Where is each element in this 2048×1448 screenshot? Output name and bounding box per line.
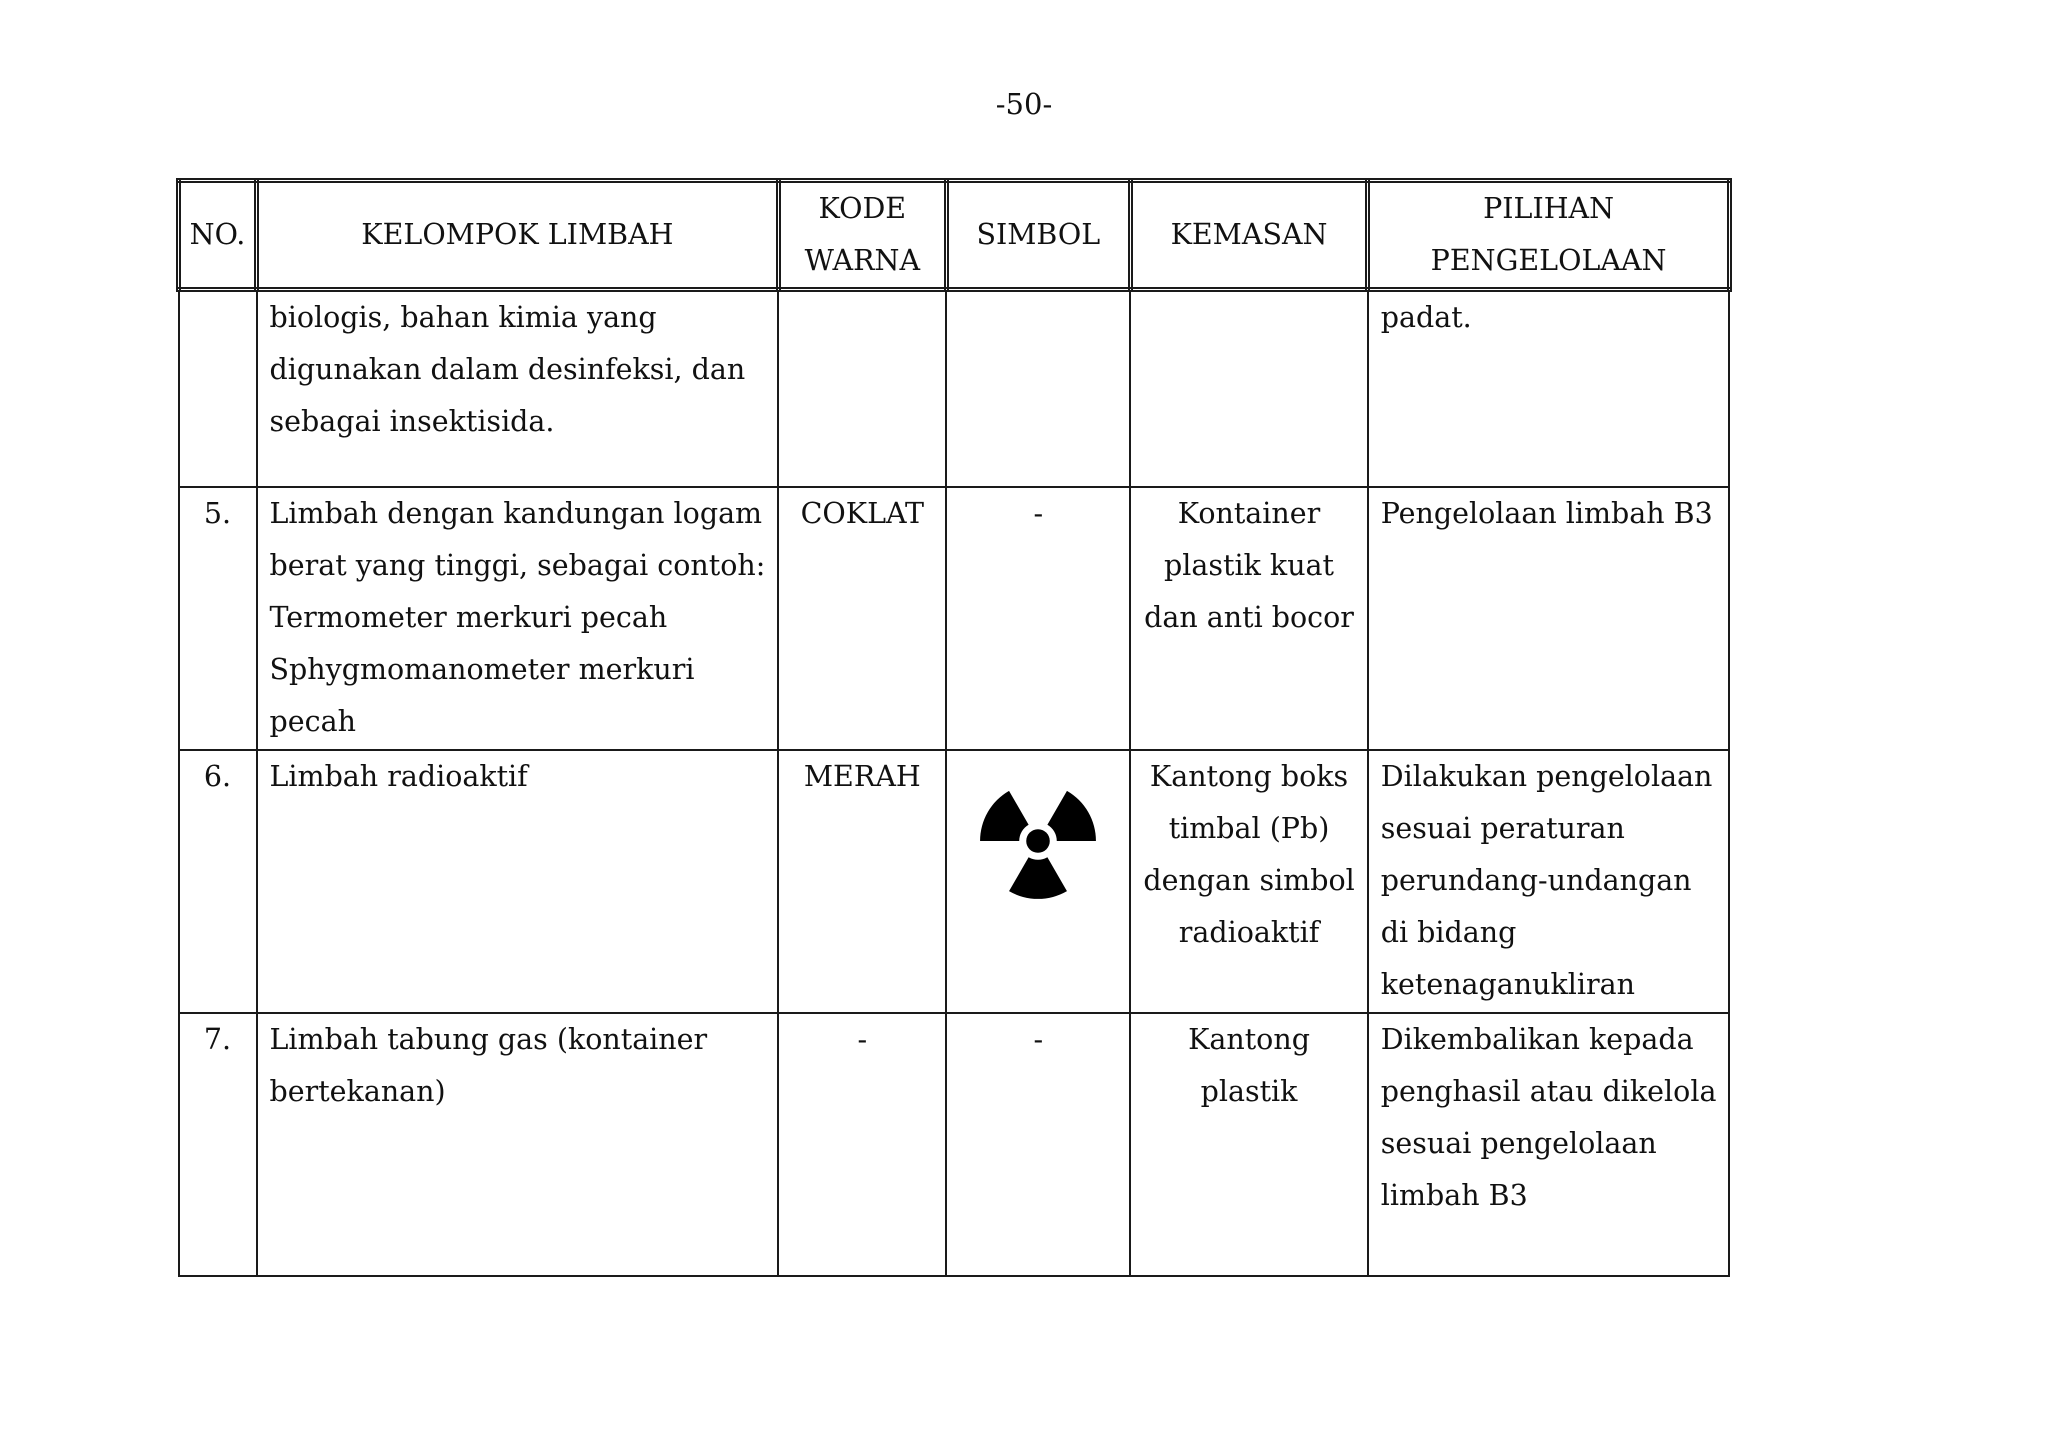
text-line: pecah: [269, 705, 356, 738]
text-line: radioaktif: [1178, 916, 1320, 949]
radiation-trefoil-icon: [976, 779, 1100, 903]
text-line: Dilakukan pengelolaan: [1380, 760, 1713, 793]
text-line: biologis, bahan kimia yang: [269, 301, 657, 334]
cell-color-code: COKLAT: [778, 487, 946, 750]
cell-management: [1368, 487, 1730, 750]
text-line: sebagai insektisida.: [269, 405, 555, 438]
text-line: sesuai pengelolaan: [1380, 1127, 1657, 1160]
header-no: NO.: [179, 181, 257, 290]
cell-color-code: [778, 290, 946, 488]
cell-packaging: [1130, 750, 1367, 1013]
text-line: Limbah tabung gas (kontainer: [269, 1023, 708, 1056]
text-line: bertekanan): [269, 1075, 446, 1108]
cell-no: 6.: [179, 750, 257, 1013]
text-line: dengan simbol: [1143, 864, 1355, 897]
text-line: penghasil atau dikelola: [1380, 1075, 1717, 1108]
text-line: Kontainer: [1177, 497, 1321, 530]
cell-waste-group: [257, 750, 779, 1013]
cell-color-code: -: [778, 1013, 946, 1276]
text-line: Termometer merkuri pecah: [269, 601, 668, 634]
page-number: -50-: [995, 87, 1053, 121]
text-line: perundang-undangan: [1380, 864, 1692, 897]
text-line: berat yang tinggi, sebagai contoh:: [269, 549, 766, 582]
text-line: ketenaganukliran: [1380, 968, 1635, 1001]
cell-symbol: -: [946, 1013, 1130, 1276]
cell-no: 5.: [179, 487, 257, 750]
cell-symbol: [946, 750, 1130, 1013]
cell-management: [1368, 290, 1730, 488]
text-line: Kantong: [1188, 1023, 1310, 1056]
cell-symbol: [946, 290, 1130, 488]
text-line: plastik kuat: [1164, 549, 1334, 582]
cell-packaging: [1130, 487, 1367, 750]
text-line: Kantong boks: [1149, 760, 1349, 793]
header-management: [1368, 181, 1730, 290]
text-line: limbah B3: [1380, 1179, 1528, 1212]
text-line: padat.: [1380, 301, 1472, 334]
text-line: Limbah dengan kandungan logam: [269, 497, 763, 530]
table-row: [179, 290, 1730, 488]
header-color-code-line: KODE: [818, 192, 907, 225]
cell-management: [1368, 750, 1730, 1013]
waste-classification-table: [176, 178, 1732, 1277]
header-color-code-line: WARNA: [804, 244, 921, 277]
table-row: [179, 1013, 1730, 1276]
cell-no: [179, 290, 257, 488]
cell-packaging: [1130, 290, 1367, 488]
table-row: [179, 750, 1730, 1013]
cell-packaging: [1130, 1013, 1367, 1276]
text-line: di bidang: [1380, 916, 1517, 949]
cell-no: 7.: [179, 1013, 257, 1276]
cell-waste-group: [257, 1013, 779, 1276]
cell-waste-group: [257, 290, 779, 488]
text-line: plastik: [1200, 1075, 1298, 1108]
text-line: Pengelolaan limbah B3: [1380, 497, 1713, 530]
header-packaging: KEMASAN: [1130, 181, 1367, 290]
header-waste-group: KELOMPOK LIMBAH: [257, 181, 779, 290]
table-row: [179, 487, 1730, 750]
text-line: Sphygmomanometer merkuri: [269, 653, 695, 686]
cell-symbol: -: [946, 487, 1130, 750]
cell-management: [1368, 1013, 1730, 1276]
table-header-row: [179, 181, 1730, 290]
cell-color-code: MERAH: [778, 750, 946, 1013]
header-management-line: PENGELOLAAN: [1430, 244, 1667, 277]
text-line: timbal (Pb): [1168, 812, 1330, 845]
text-line: Limbah radioaktif: [269, 760, 528, 793]
text-line: dan anti bocor: [1144, 601, 1354, 634]
text-line: digunakan dalam desinfeksi, dan: [269, 353, 746, 386]
header-symbol: SIMBOL: [946, 181, 1130, 290]
header-color-code: [778, 181, 946, 290]
header-management-line: PILIHAN: [1483, 192, 1615, 225]
cell-waste-group: [257, 487, 779, 750]
text-line: sesuai peraturan: [1380, 812, 1625, 845]
text-line: Dikembalikan kepada: [1380, 1023, 1694, 1056]
